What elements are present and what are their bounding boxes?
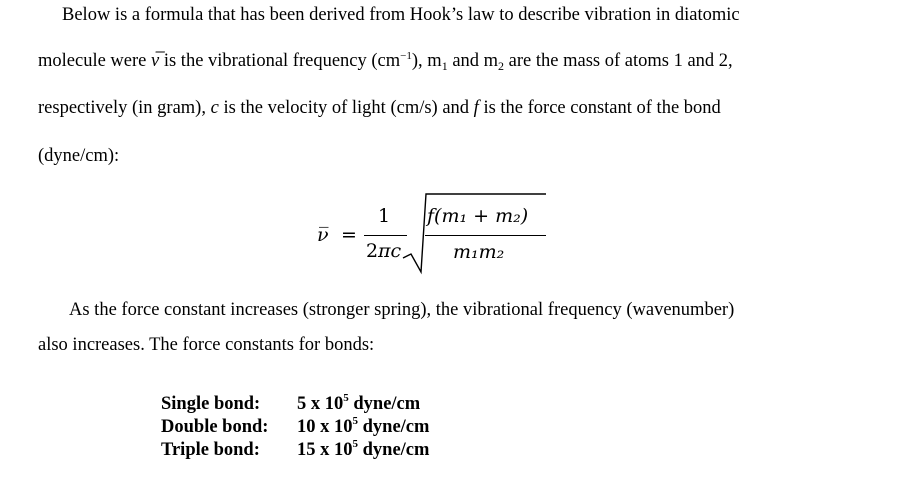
bond-value (297, 439, 429, 462)
formula-fraction-numerator: 1 (378, 205, 391, 227)
unit: dyne/cm (358, 417, 430, 437)
paragraph2-line2: also increases. The force constants for bonds: (38, 335, 375, 355)
sqrt-radical-icon (300, 186, 560, 276)
nu-bar-symbol: ν̅ (151, 51, 160, 71)
coefficient: 10 x 10 (297, 417, 353, 437)
text: is the velocity of light (cm/s) and (218, 98, 474, 118)
unit: dyne/cm (358, 440, 430, 460)
bond-name: Triple bond: (161, 440, 260, 460)
exponent: 5 (352, 438, 358, 450)
exponent: 5 (343, 392, 349, 404)
subscript: 1 (441, 59, 448, 73)
formula-sqrt-numerator: f(m₁ + m₂) (427, 205, 529, 227)
formula-sqrt-denominator: m₁m₂ (453, 241, 505, 263)
text: and m (447, 51, 499, 71)
exponent: 5 (352, 415, 358, 427)
paragraph1-line1: Below is a formula that has been derived from Hook’s law to describe vibration in diatomic (62, 5, 740, 25)
bond-value (297, 416, 429, 439)
paragraph1-line3 (38, 99, 721, 118)
paragraph2-line1: As the force constant increases (stronger spring), the vibrational frequency (wavenumber) (69, 300, 735, 320)
coefficient: 15 x 10 (297, 440, 353, 460)
formula-two: 2 (366, 240, 379, 262)
text: are the mass of atoms 1 and 2, (504, 51, 733, 71)
coefficient: 5 x 10 (297, 394, 344, 414)
formula-lhs: ν̅ (317, 224, 329, 246)
c-symbol: c (210, 98, 219, 118)
formula-pi-c: πc (378, 240, 402, 262)
sqrt-fraction-bar (425, 235, 546, 236)
text: molecule were (38, 51, 151, 71)
formula (300, 186, 560, 276)
text: is the vibrational frequency (cm (159, 51, 401, 71)
paragraph1-line4: (dyne/cm): (38, 146, 120, 166)
f-symbol: f (473, 98, 479, 118)
bond-name: Double bond: (161, 417, 269, 437)
bond-value (297, 393, 420, 416)
paragraph1-line2 (38, 52, 733, 71)
exponent: −1 (400, 50, 412, 62)
text: is the force constant of the bond (478, 98, 721, 118)
text: ), m (411, 51, 442, 71)
subscript: 2 (498, 59, 505, 73)
unit: dyne/cm (348, 394, 421, 414)
bond-name: Single bond: (161, 394, 261, 414)
formula-equals: = (341, 224, 357, 246)
text: respectively (in gram), (38, 98, 211, 118)
